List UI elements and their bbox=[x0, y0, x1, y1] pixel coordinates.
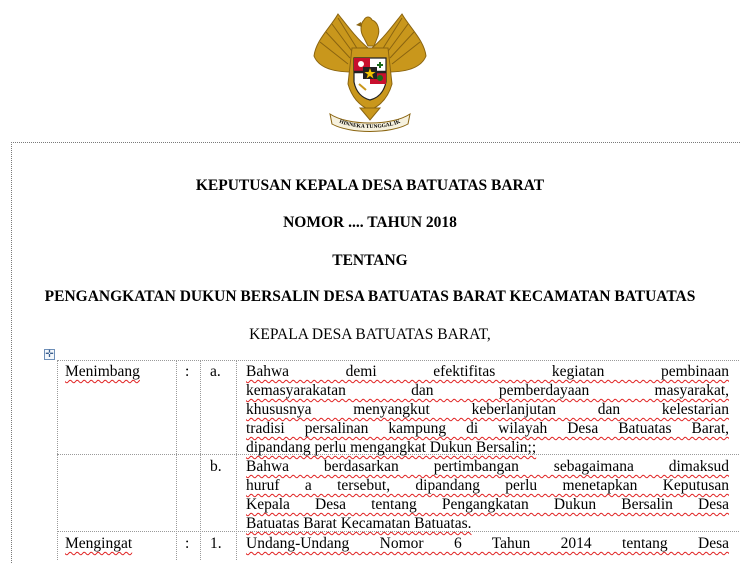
table-move-handle-icon[interactable]: ✛ bbox=[45, 349, 54, 360]
table-column-divider bbox=[176, 360, 177, 560]
considerations-item-text: Bahwa berdasarkan pertimbangan sebagaimana dimaksud huruf a tersebut, dipandang perlu menetapkan Keputusan Kepala Desa tentang Pengangkatan Dukun Bersalin Desa Batuatas Barat Kecamatan Batuatas. bbox=[246, 458, 729, 532]
considerations-item-marker: a. bbox=[210, 363, 221, 380]
emblem-motto: HINNEKA TUNGGAL IK bbox=[338, 118, 402, 131]
legal-basis-item-text: Undang-Undang Nomor 6 Tahun 2014 tentang Desa bbox=[246, 535, 729, 552]
table-column-divider bbox=[57, 360, 58, 560]
table-row-divider bbox=[57, 360, 740, 361]
table-column-divider bbox=[200, 360, 201, 560]
legal-basis-label: Mengingat bbox=[65, 535, 133, 552]
table-column-divider bbox=[236, 360, 237, 560]
garuda-emblem-icon bbox=[308, 10, 432, 134]
considerations-item-marker: b. bbox=[210, 458, 222, 475]
document-issuer: KEPALA DESA BATUATAS BARAT, bbox=[249, 326, 491, 343]
considerations-label: Menimbang bbox=[65, 363, 140, 380]
document-title: KEPUTUSAN KEPALA DESA BATUATAS BARAT bbox=[195, 177, 545, 194]
document-number: NOMOR .... TAHUN 2018 bbox=[283, 214, 457, 231]
document-about-heading: TENTANG bbox=[332, 252, 408, 269]
legal-basis-colon: : bbox=[185, 535, 190, 552]
considerations-item-text: Bahwa demi efektifitas kegiatan pembinaan kemasyarakatan dan pemberdayaan masyarakat, khususnya menyangkut keberlanjutan dan kelestarian tradisi persalinan kampung di wilayah Desa Batuatas Barat, dipandang perlu mengangkat Dukun Bersalin;; bbox=[246, 363, 729, 456]
legal-basis-item-marker: 1. bbox=[210, 535, 222, 552]
considerations-colon: : bbox=[185, 363, 190, 380]
document-subject: PENGANGKATAN DUKUN BERSALIN DESA BATUATAS BARAT KECAMATAN BATUATAS bbox=[44, 288, 696, 305]
